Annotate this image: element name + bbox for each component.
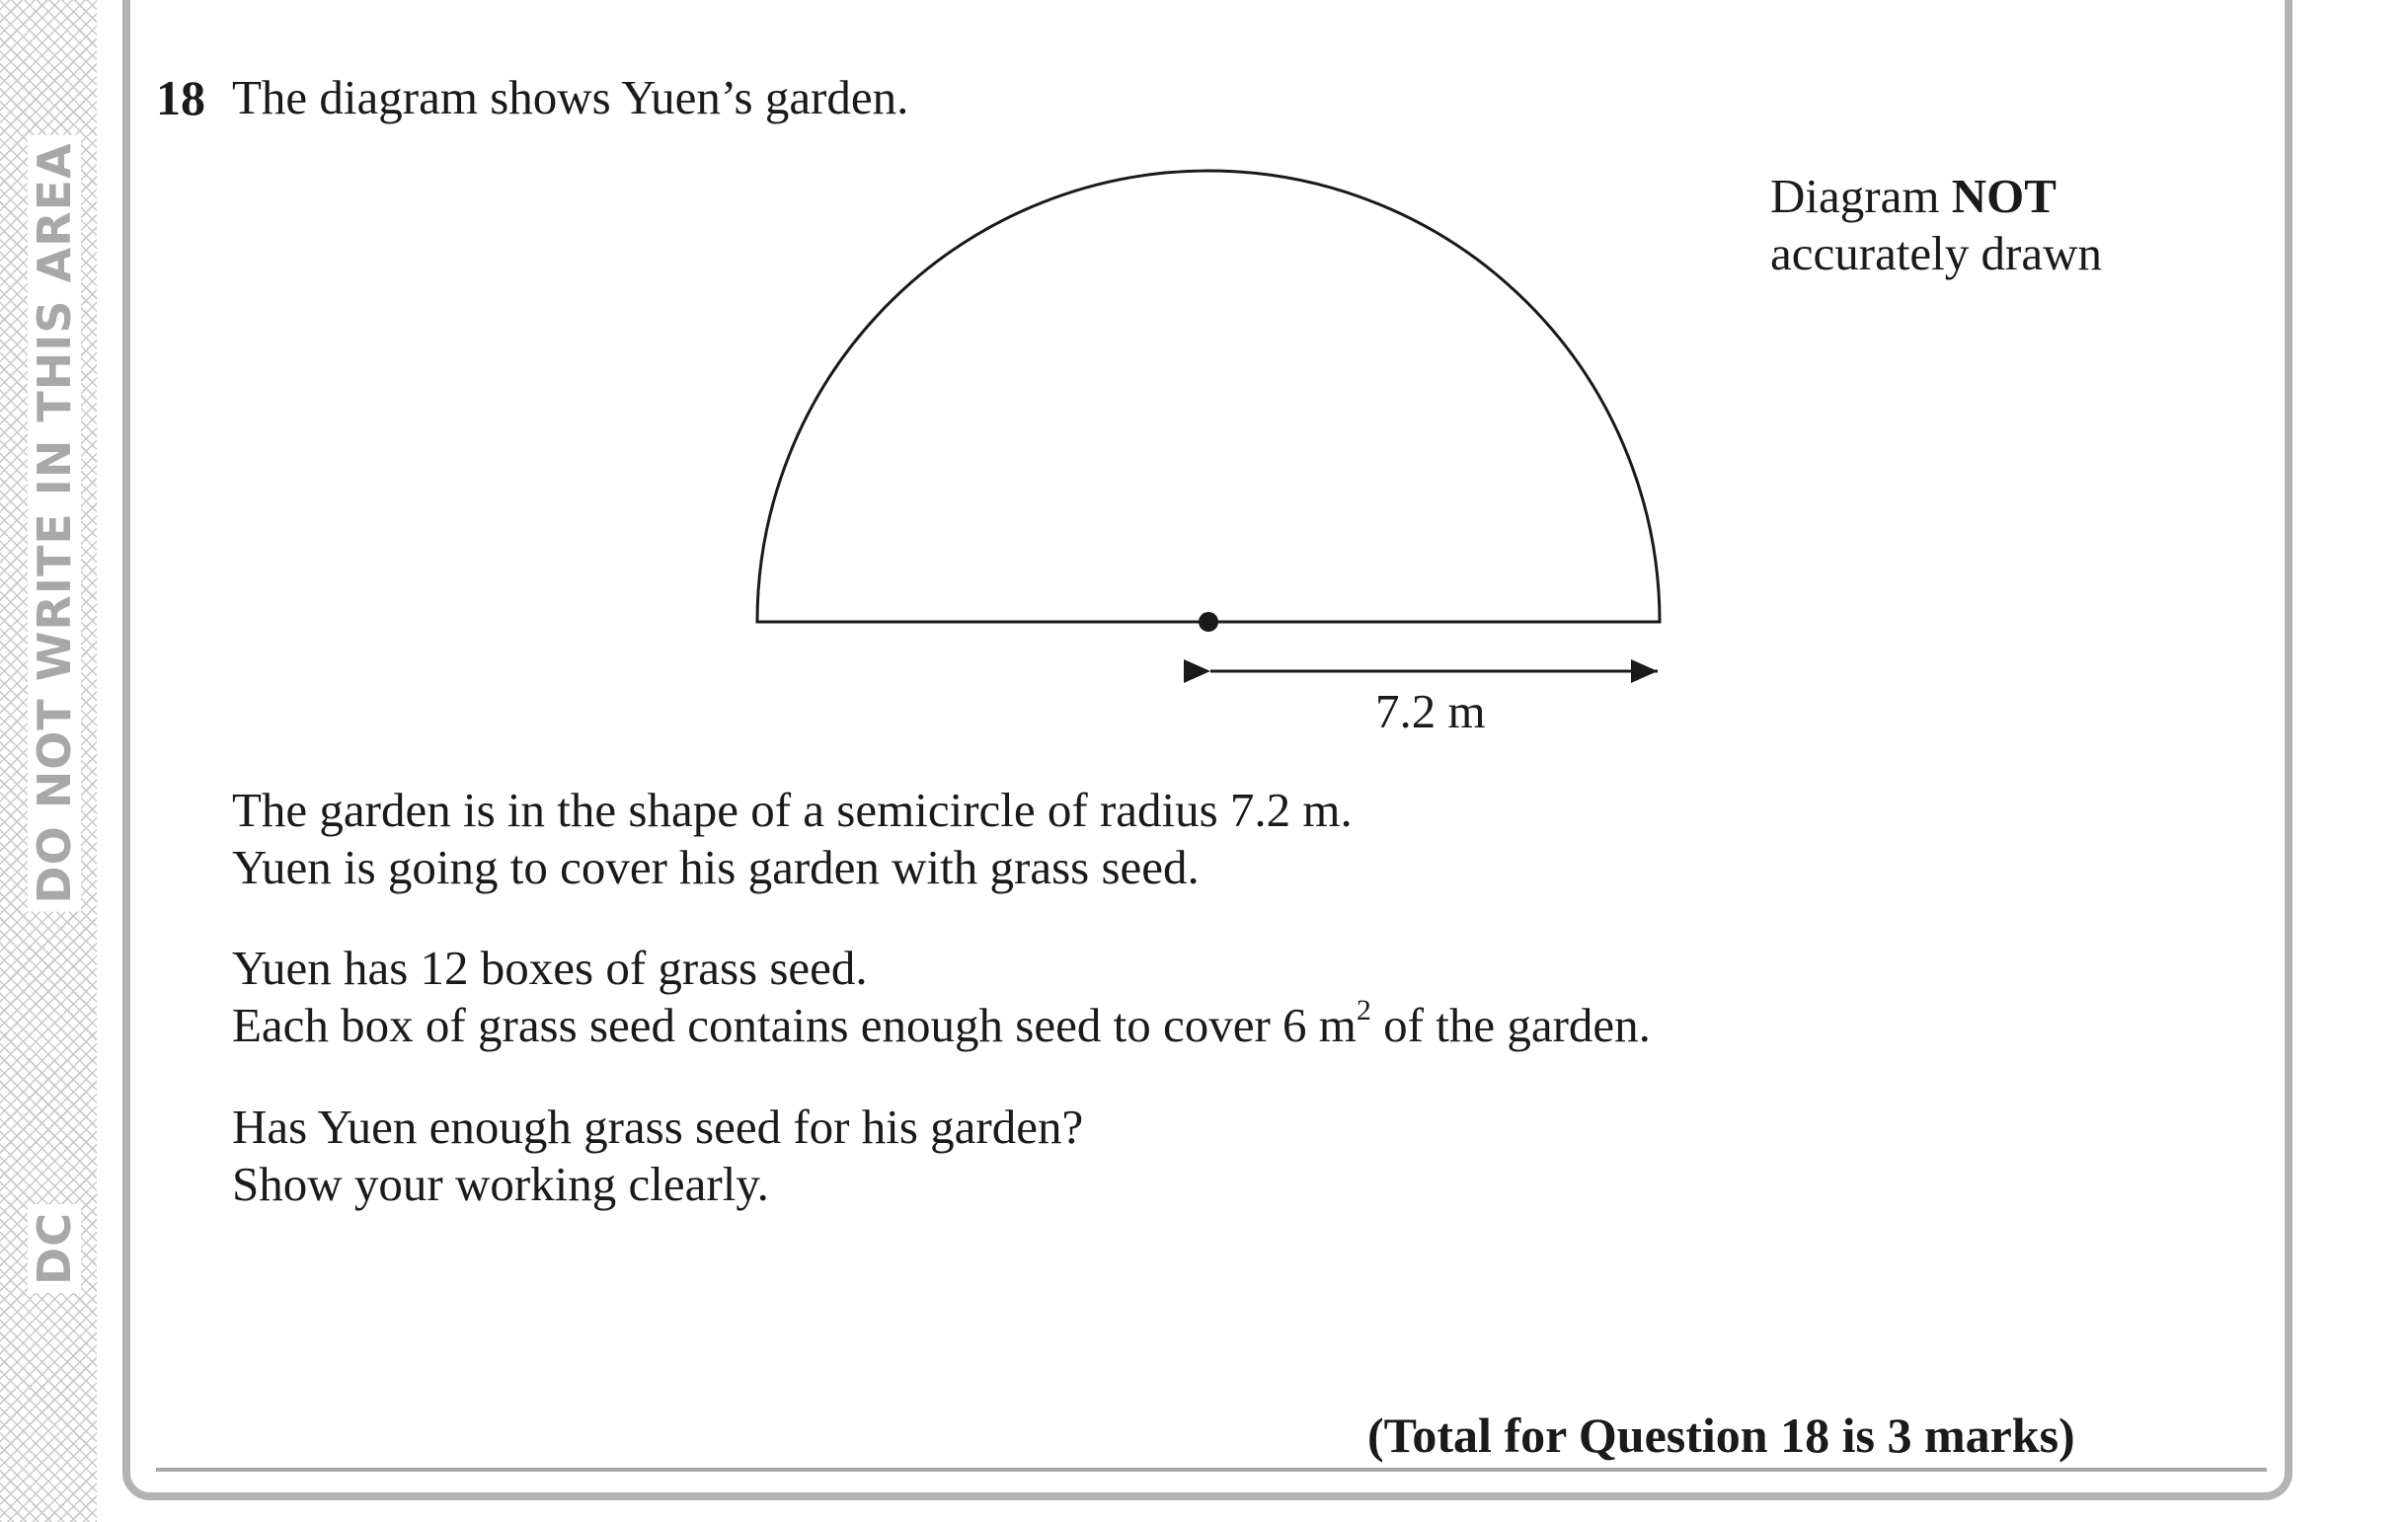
total-marks: (Total for Question 18 is 3 marks) [1367,1408,2075,1463]
diagram-note-line2: accurately drawn [1770,226,2102,280]
body-text: Yuen is going to cover his garden with grass seed. [232,840,1200,894]
diagram-note-emphasis: NOT [1951,169,2057,223]
area-text-before: Each box of grass seed contains enough seed to cover 6 m [232,998,1357,1052]
instruction-text: Show your working clearly. [232,1157,769,1211]
question-number: 18 [156,70,205,125]
body-text: The garden is in the shape of a semicircle of radius 7.2 m. [232,783,1353,837]
do-not-write-notice: DO NOT WRITE IN THIS AREA [28,134,81,911]
body-text-area-line [232,994,1651,1054]
semicircle-diagram [0,0,2408,750]
semicircle-outline [757,171,1660,622]
margin-code: DC [28,1204,81,1293]
body-text: Yuen has 12 boxes of grass seed. [232,941,868,995]
radius-label: 7.2 m [1375,684,1486,738]
question-prompt: Has Yuen enough grass seed for his garden? [232,1100,1084,1154]
area-superscript: 2 [1356,994,1371,1027]
question-title: The diagram shows Yuen’s garden. [232,70,909,124]
area-text-after: of the garden. [1370,998,1651,1052]
bottom-rule [156,1468,2267,1472]
diagram-note-prefix: Diagram [1770,169,1952,223]
centre-point [1199,612,1218,632]
